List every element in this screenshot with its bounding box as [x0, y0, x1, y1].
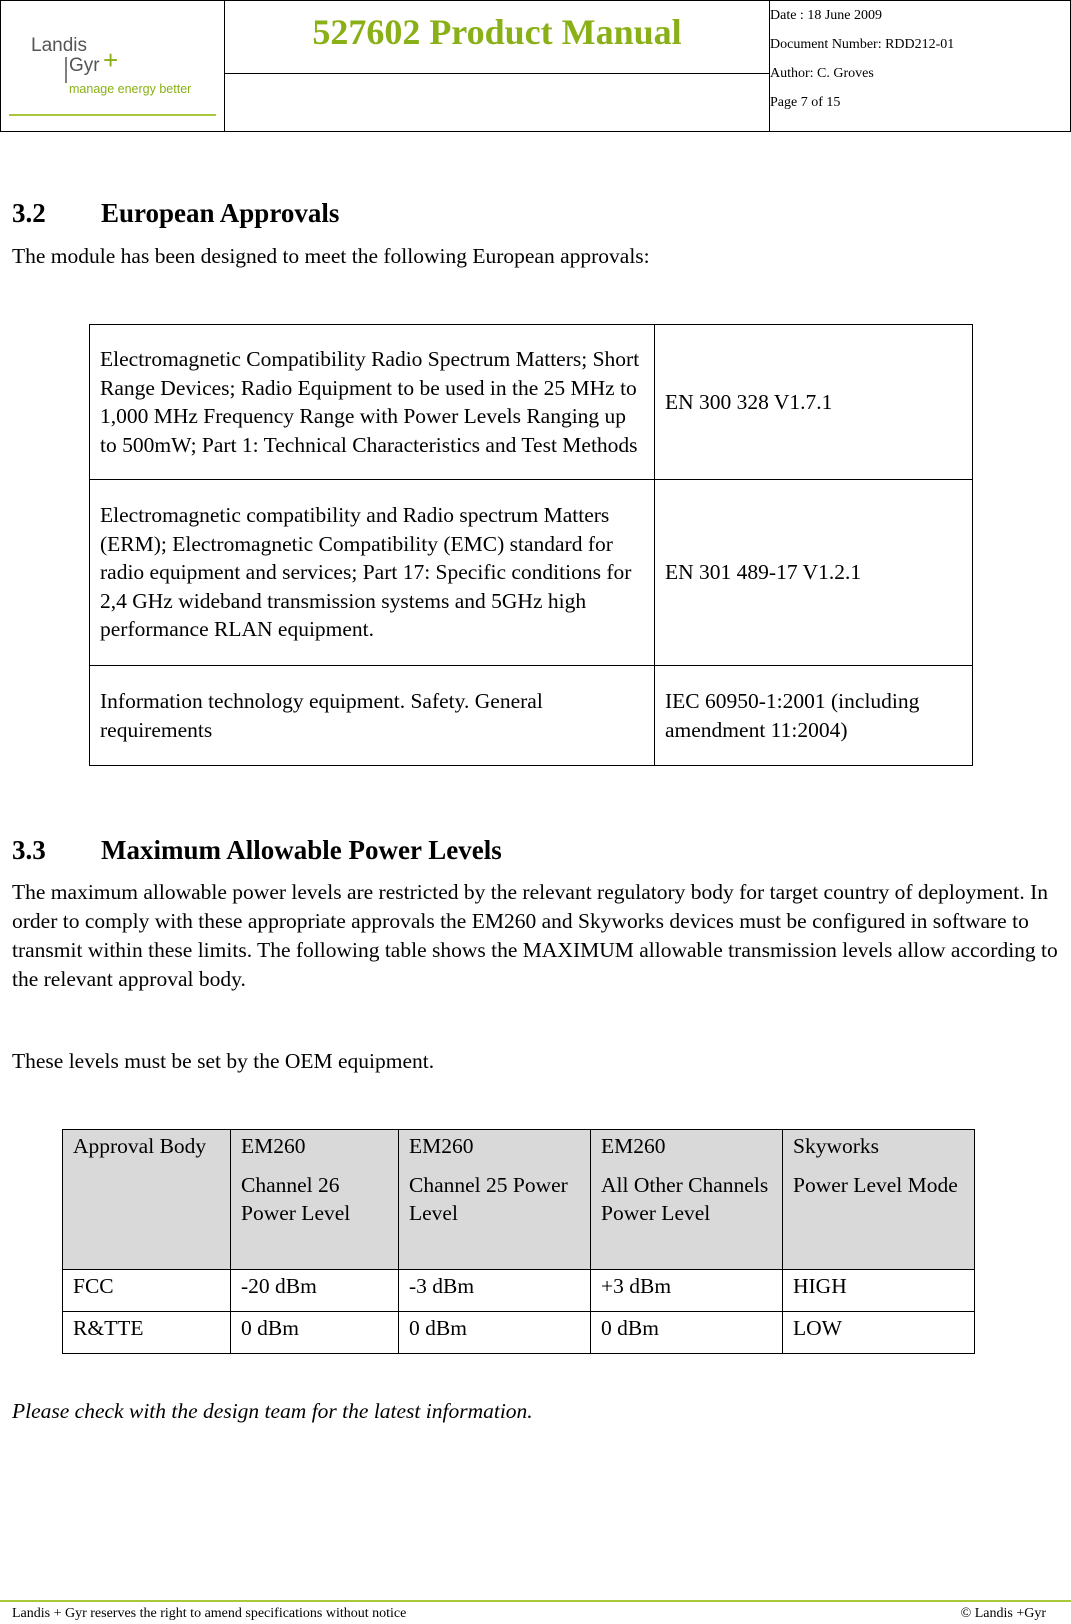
logo-underline: [9, 114, 216, 116]
table-cell: R&TTE: [63, 1312, 231, 1354]
table-cell: 0 dBm: [399, 1312, 591, 1354]
approval-standard: EN 301 489-17 V1.2.1: [655, 480, 973, 666]
section-paragraph: The maximum allowable power levels are restricted by the relevant regulatory body for target country of deployment. In order to comply with these appropriate approvals the EM260 and Skyworks devices must be configured in software to transmit within these limits. The following table shows the MAXIMUM allowable transmission levels allow according to the relevant approval body.: [12, 880, 1058, 991]
section-title: European Approvals: [101, 198, 340, 228]
section-number: 3.2: [12, 198, 46, 228]
column-header: EM260 Channel 26 Power Level: [231, 1130, 399, 1270]
table-row: [90, 480, 973, 666]
column-header: EM260 Channel 25 Power Level: [399, 1130, 591, 1270]
section-paragraph-oem: These levels must be set by the OEM equipment.: [12, 1049, 435, 1073]
approval-standard: IEC 60950-1:2001 (including amendment 11:2004): [655, 666, 973, 766]
svg-text:+: +: [103, 45, 119, 75]
table-cell: 0 dBm: [591, 1312, 783, 1354]
table-row: [90, 666, 973, 766]
doc-author: Author: C. Groves: [770, 66, 874, 81]
column-header: Skyworks Power Level Mode: [783, 1130, 975, 1270]
section-intro: The module has been designed to meet the following European approvals:: [12, 244, 650, 268]
document-title: 527602 Product Manual: [312, 12, 682, 52]
title-cell: [225, 1, 770, 74]
table-cell: LOW: [783, 1312, 975, 1354]
table-row: [63, 1312, 975, 1354]
approval-description: Information technology equipment. Safety. General requirements: [90, 666, 655, 766]
table-cell: FCC: [63, 1270, 231, 1312]
footer-divider: [0, 1600, 1071, 1602]
section-number: 3.3: [12, 835, 46, 865]
approval-description: Electromagnetic compatibility and Radio spectrum Matters (ERM); Electromagnetic Compatibility (EMC) standard for radio equipment and services; Part 17: Specific conditions for 2,4 GHz wideband transmission systems and 5GHz high performance RLAN equipment.: [90, 480, 655, 666]
table-cell: +3 dBm: [591, 1270, 783, 1312]
table-cell: 0 dBm: [231, 1312, 399, 1354]
table-header-row: [63, 1130, 975, 1270]
logo-cell: [1, 1, 225, 132]
approval-description: Electromagnetic Compatibility Radio Spectrum Matters; Short Range Devices; Radio Equipment to be used in the 25 MHz to 1,000 MHz Frequency Range with Power Levels Ranging up to 500mW; Part 1: Technical Characteristics and Test Methods: [90, 325, 655, 480]
document-header: [0, 0, 1071, 132]
footer-disclaimer: Landis + Gyr reserves the right to amend specifications without notice: [12, 1606, 407, 1621]
table-row: [90, 325, 973, 480]
approvals-table: [89, 324, 973, 766]
footer-copyright: © Landis +Gyr: [960, 1606, 1046, 1621]
power-levels-table: [62, 1129, 975, 1354]
landis-gyr-logo: [9, 9, 216, 115]
svg-text:Landis: Landis: [31, 35, 87, 56]
doc-date: Date : 18 June 2009: [770, 8, 882, 23]
section-title: Maximum Allowable Power Levels: [101, 835, 502, 865]
svg-text:manage energy better: manage energy better: [69, 82, 192, 96]
section-heading-3-3: [12, 835, 502, 866]
document-meta: [770, 1, 1071, 132]
svg-text:Gyr: Gyr: [69, 55, 100, 76]
column-header: EM260 All Other Channels Power Level: [591, 1130, 783, 1270]
table-cell: HIGH: [783, 1270, 975, 1312]
table-row: [63, 1270, 975, 1312]
title-subcell: [225, 74, 770, 132]
table-cell: -20 dBm: [231, 1270, 399, 1312]
column-header: Approval Body: [63, 1130, 231, 1270]
design-team-note: Please check with the design team for the latest information.: [12, 1399, 533, 1423]
doc-page: Page 7 of 15: [770, 95, 841, 110]
table-cell: -3 dBm: [399, 1270, 591, 1312]
section-heading-3-2: [12, 198, 339, 229]
approval-standard: EN 300 328 V1.7.1: [655, 325, 973, 480]
doc-number: Document Number: RDD212-01: [770, 37, 955, 52]
